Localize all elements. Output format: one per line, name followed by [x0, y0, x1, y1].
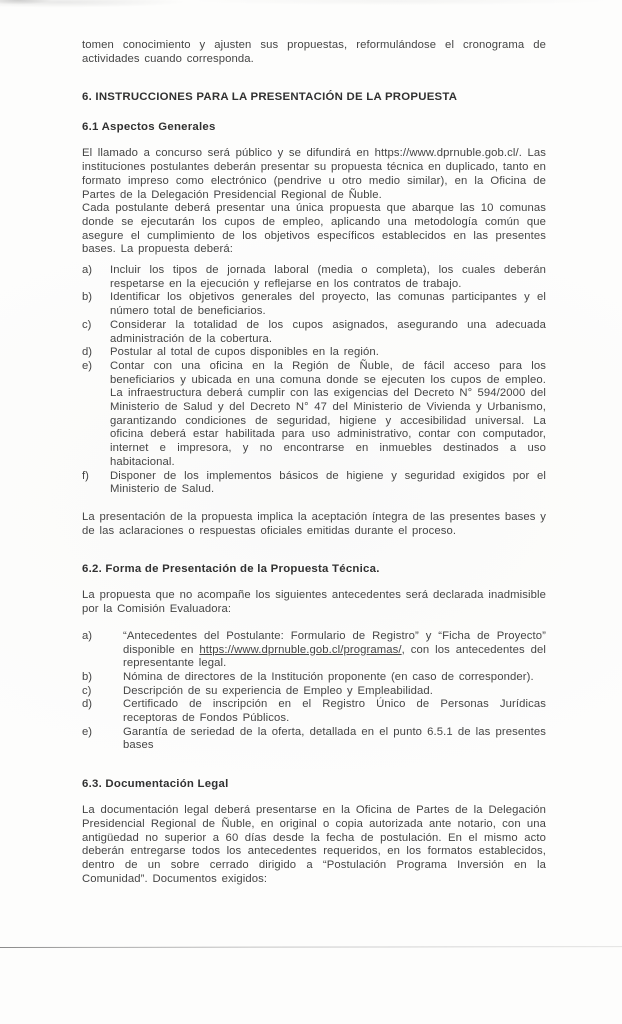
- list-item-marker: f): [82, 469, 89, 482]
- list-item: [82, 685, 546, 699]
- list-item-text: [123, 630, 546, 671]
- document-content: [82, 39, 546, 886]
- programas-url-link: https://www.dprnuble.gob.cl/programas/: [199, 643, 402, 656]
- section-6-1-paragraph-2: Cada postulante deberá presentar una única propuesta que abarque las 10 comunas donde se ejecutarán los cupos de empleo, aplicando una metodología común que asegure el cumplimiento de los objetivos específicos establecidos en las presentes bases. La propuesta deberá:: [82, 202, 546, 256]
- list-item: [82, 291, 546, 318]
- list-item: [82, 671, 546, 685]
- list-item-text: Contar con una oficina en la Región de Ñuble, de fácil acceso para los beneficiarios y ubicada en una comuna donde se ejecuten los cupos de empleo. La infraestructura deberá cumplir con las exigencias del Decreto N° 594/2000 del Ministerio de Salud y del Decreto N° 47 del Ministerio de Vivienda y Urbanismo, garantizando condiciones de seguridad, higiene y accesibilidad universal. La oficina deberá estar habilitada para uso administrativo, contar con computador, internet e impresora, y no encontrarse en inmuebles destinados a uso habitacional.: [110, 359, 546, 468]
- section-6-1-list: [82, 264, 546, 497]
- list-item: [82, 726, 546, 753]
- list-item-text: Identificar los objetivos generales del proyecto, las comunas participantes y el número total de beneficiarios.: [110, 291, 546, 318]
- list-item-marker: d): [82, 346, 93, 359]
- section-6-2-list: [82, 630, 546, 753]
- section-6-2-title: 6.2. Forma de Presentación de la Propuesta Técnica.: [82, 563, 380, 576]
- list-item-text: Garantía de seriedad de la oferta, detallada en el punto 6.5.1 de las presentes bases: [123, 725, 546, 752]
- list-item-marker: e): [82, 725, 93, 738]
- list-item-marker: a): [82, 264, 93, 277]
- section-6-2-intro: La propuesta que no acompañe los siguientes antecedentes será declarada inadmisible por la Comisión Evaluadora:: [82, 589, 546, 616]
- scan-smudge-top-left: [0, 0, 60, 8]
- list-item-marker: b): [82, 670, 93, 683]
- list-item-text-pre: “Antecedentes del Postulante: Formulario de Registro” y “Ficha de Proyecto” disponible en: [123, 629, 546, 656]
- section-6-3-title: 6.3. Documentación Legal: [82, 778, 229, 791]
- list-item-marker: a): [82, 629, 93, 642]
- list-item: [82, 264, 546, 291]
- section-6-title: 6. INSTRUCCIONES PARA LA PRESENTACIÓN DE LA PROPUESTA: [82, 91, 458, 104]
- list-item-marker: d): [82, 698, 93, 711]
- list-item: [82, 630, 546, 671]
- list-item-marker: b): [82, 291, 93, 304]
- list-item: [82, 360, 546, 470]
- list-item-text: Considerar la totalidad de los cupos asignados, asegurando una adecuada administración de la cobertura.: [110, 318, 546, 345]
- list-item-text: Postular al total de cupos disponibles en la región.: [110, 346, 380, 359]
- list-item-marker: c): [82, 318, 92, 331]
- list-item-text: Nómina de directores de la Institución proponente (en caso de corresponder).: [123, 670, 534, 683]
- scanner-artifact-line: [0, 946, 622, 948]
- list-item-marker: e): [82, 359, 93, 372]
- section-6-1-title: 6.1 Aspectos Generales: [82, 121, 216, 134]
- list-item: [82, 470, 546, 497]
- list-item-text: Certificado de inscripción en el Registro Único de Personas Jurídicas receptoras de Fondos Públicos.: [123, 698, 546, 725]
- lead-paragraph: tomen conocimiento y ajusten sus propuestas, reformulándose el cronograma de actividades cuando corresponda.: [82, 39, 546, 65]
- list-item-marker: c): [82, 684, 92, 697]
- list-item-text-post: , con los antecedentes del representante legal.: [123, 643, 546, 670]
- section-6-1-paragraph-1: El llamado a concurso será público y se difundirá en https://www.dprnuble.gob.cl/. Las instituciones postulantes deberán presentar su propuesta técnica en duplicado, tanto en formato impreso como electrónico (pendrive u otro medio similar), en la Oficina de Partes de la Delegación Presidencial Regional de Ñuble.: [82, 147, 546, 201]
- list-item: [82, 346, 546, 360]
- list-item-text: Descripción de su experiencia de Empleo y Empleabilidad.: [123, 684, 433, 697]
- list-item-text: Incluir los tipos de jornada laboral (media o completa), los cuales deberán respetarse en la ejecución y reflejarse en los contratos de trabajo.: [110, 264, 546, 290]
- section-6-3-paragraph-1: La documentación legal deberá presentarse en la Oficina de Partes de la Delegación Presidencial Regional de Ñuble, en original o copia autorizada ante notario, con una antigüedad no superior a 60 días desde la fecha de postulación. En el mismo acto deberán entregarse todos los antecedentes requeridos, en los formatos establecidos, dentro de un sobre cerrado dirigido a “Postulación Programa Inversión en la Comunidad”. Documentos exigidos:: [82, 804, 546, 885]
- list-item: [82, 319, 546, 346]
- list-item: [82, 698, 546, 725]
- section-6-1-closing-paragraph: La presentación de la propuesta implica la aceptación íntegra de las presentes bases y de las aclaraciones o respuestas oficiales emitidas durante el proceso.: [82, 510, 546, 537]
- list-item-text: Disponer de los implementos básicos de higiene y seguridad exigidos por el Ministerio de Salud.: [110, 469, 546, 496]
